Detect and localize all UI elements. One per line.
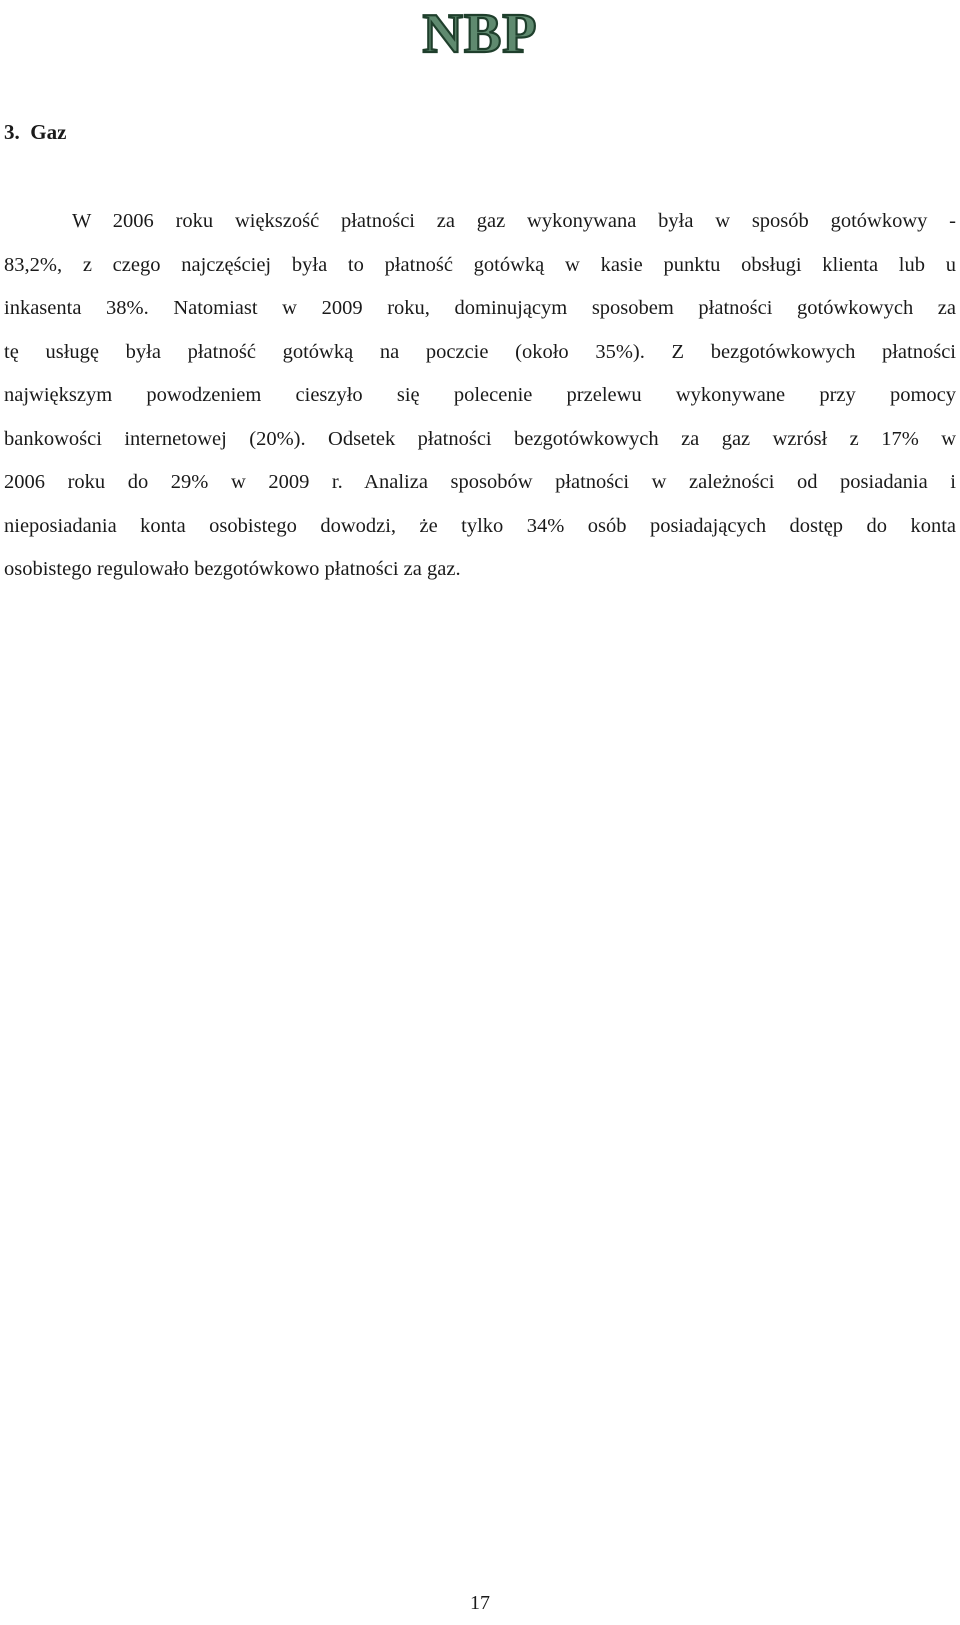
paragraph-line: osobistego regulowało bezgotówkowo płatności za gaz. bbox=[4, 558, 461, 580]
nbp-logo-text: NBP bbox=[422, 4, 538, 60]
paragraph-line: największym powodzeniem cieszyło się polecenie przelewu wykonywane przy pomocy bbox=[4, 384, 956, 406]
nbp-logo-graphic bbox=[410, 4, 550, 60]
paragraph-line: bankowości internetowej (20%). Odsetek płatności bezgotówkowych za gaz wzrósł z 17% w bbox=[4, 427, 956, 450]
section-heading: 3. Gaz bbox=[4, 120, 67, 144]
paragraph-line: nieposiadania konta osobistego dowodzi, że tylko 34% osób posiadających dostęp do konta bbox=[4, 514, 956, 537]
section-paragraph bbox=[4, 200, 956, 592]
nbp-logo bbox=[410, 4, 550, 60]
paragraph-line: inkasenta 38%. Natomiast w 2009 roku, dominującym sposobem płatności gotówkowych za bbox=[4, 297, 956, 319]
paragraph-line: W 2006 roku większość płatności za gaz wykonywana była w sposób gotówkowy - bbox=[72, 210, 956, 232]
page-number: 17 bbox=[470, 1592, 490, 1614]
paragraph-line: 2006 roku do 29% w 2009 r. Analiza sposobów płatności w zależności od posiadania i bbox=[4, 471, 956, 493]
paragraph-line: 83,2%, z czego najczęściej była to płatność gotówką w kasie punktu obsługi klienta lub u bbox=[4, 253, 956, 276]
paragraph-line: tę usługę była płatność gotówką na poczcie (około 35%). Z bezgotówkowych płatności bbox=[4, 340, 956, 363]
